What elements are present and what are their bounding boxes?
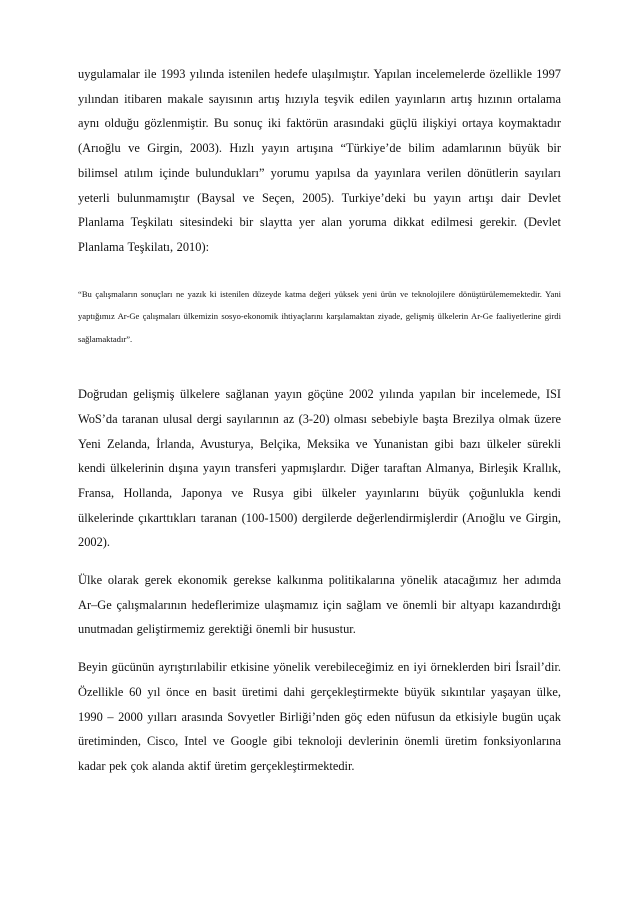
block-quote: “Bu çalışmaların sonuçları ne yazık ki istenilen düzeyde katma değeri yüksek yeni ürün ve teknolojilere dönüştürülememektedir. Yani yaptığımız Ar-Ge çalışmaları ülkemizin sosyo-ekonomik ihtiyaçlarını karşılamaktan ziyade, gelişmiş ülkelerin Ar-Ge faaliyetlerine girdi sağlamaktadır”. xyxy=(78,288,561,344)
body-paragraph-2: Doğrudan gelişmiş ülkelere sağlanan yayın göçüne 2002 yılında yapılan bir incelemede, ISI WoS’da taranan ulusal dergi sayılarının az (3-20) olması sebebiyle başta Brezilya olmak üzere Yeni Zelanda, İrlanda, Avusturya, Belçika, Meksika ve Yunanistan gibi bazı ülkeler sürekli kendi ülkelerinin dışına yayın transferi yapmışlardır. Diğer taraftan Almanya, Birleşik Krallık, Fransa, Hollanda, Japonya ve Rusya gibi ülkeler yayınlarını büyük çoğunlukla kendi ülkelerinde çıkarttıkları taranan (100-1500) dergilerde değerlendirmişlerdir (Arıoğlu ve Girgin, 2002). xyxy=(78,387,561,550)
document-page xyxy=(78,62,561,779)
body-paragraph-1: uygulamalar ile 1993 yılında istenilen hedefe ulaşılmıştır. Yapılan incelemelerde özellikle 1997 yılından itibaren makale sayısının artış hızıyla teşvik edilen yayınların artış hızının ortalama aynı olduğu gözlenmiştir. Bu sonuç iki faktörün arasındaki güçlü ilişkiyi ortaya koymaktadır (Arıoğlu ve Girgin, 2003). Hızlı yayın artışına “Türkiye’de bilim adamlarının büyük bir bilimsel atılım içinde bulundukları” yorumu yapılsa da yayınlara verilen dönütlerin sayıları yeterli bulunmamıştır (Baysal ve Seçen, 2005). Turkiye’deki bu yayın artışı dair Devlet Planlama Teşkilatı sitesindeki bir slaytta yer alan yoruma dikkat edilmesi gerekir. (Devlet Planlama Teşkilatı, 2010): xyxy=(78,67,561,254)
body-paragraph-3: Ülke olarak gerek ekonomik gerekse kalkınma politikalarına yönelik atacağımız her adımda Ar–Ge çalışmalarının hedeflerimize ulaşmamız için sağlam ve önemli bir altyapı kazandırdığı unutmadan geliştirmemiz gerektiği önemli bir husustur. xyxy=(78,573,561,637)
body-paragraph-4: Beyin gücünün ayrıştırılabilir etkisine yönelik verebileceğimiz en iyi örneklerden biri İsrail’dir. Özellikle 60 yıl önce en basit üretimi dahi gerçekleştirmekte büyük sıkıntılar yaşayan ülke, 1990 – 2000 yılları arasında Sovyetler Birliği’nden göç eden nüfusun da etkisiyle bugün uçak üretiminden, Cisco, Intel ve Google gibi teknoloji devlerinin önemli üretim fonksiyonlarına kadar pek çok alanda aktif üretim gerçekleştirmektedir. xyxy=(78,660,561,773)
